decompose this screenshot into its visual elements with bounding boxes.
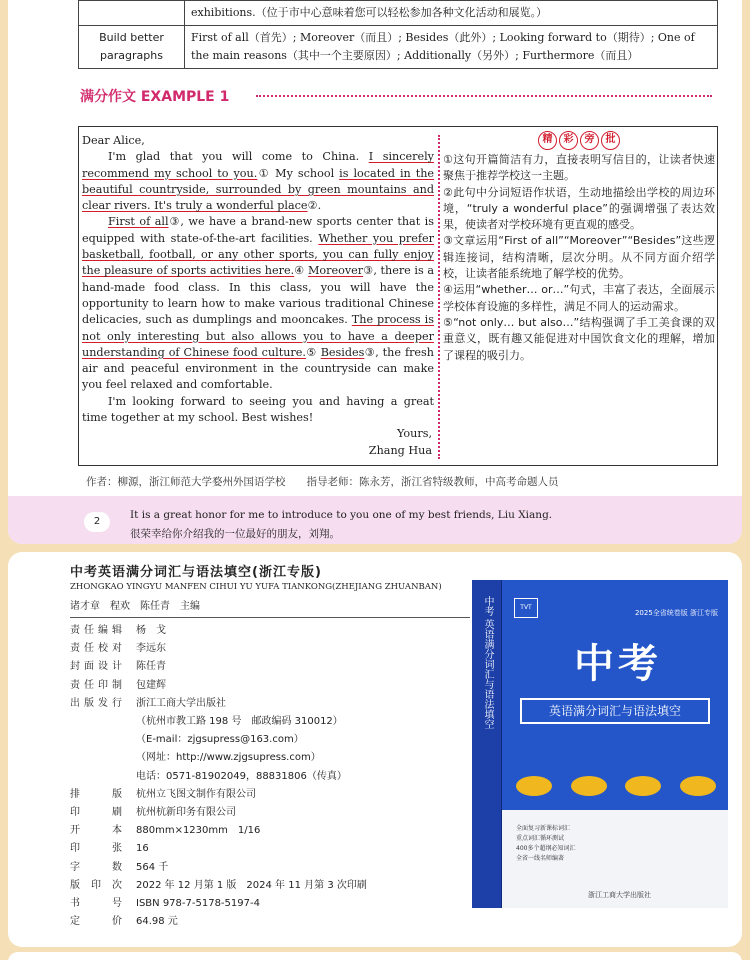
- feature-pill-icon: [516, 776, 552, 796]
- cip-label: 书号: [70, 898, 122, 910]
- cip-row: [70, 786, 367, 804]
- cip-value: 杭州立飞图文制作有限公司: [136, 788, 256, 800]
- cip-value: （杭州市教工路 198 号 邮政编码 310012）: [136, 716, 343, 728]
- cip-row: [70, 695, 367, 713]
- stamp-char: 旁: [580, 131, 599, 150]
- phrase-table: [78, 0, 718, 69]
- cip-label: 字数: [70, 861, 122, 873]
- cip-value: 2022 年 12 月第 1 版 2024 年 11 月第 3 次印刷: [136, 879, 367, 891]
- feature-pill-icon: [625, 776, 661, 796]
- book-title: 中考英语满分词汇与语法填空(浙江专版): [70, 565, 322, 580]
- paragraph-1: [82, 149, 434, 214]
- book-pinyin: ZHONGKAO YINGYU MANFEN CIHUI YU YUFA TIANKONG(ZHEJIANG ZHUANBAN): [70, 582, 442, 592]
- cover-front: [502, 580, 728, 908]
- annotation-column: [443, 131, 715, 364]
- underlined-sentence: The process is not only interesting but also allows you to have a deeper understanding of Chinese food culture.: [82, 313, 434, 359]
- cip-row: [70, 877, 367, 895]
- cover-bullets: [516, 824, 575, 864]
- title-dotted-rule: [256, 95, 712, 97]
- cover-publisher: 浙江工商大学出版社: [588, 891, 651, 899]
- note-marker: ③: [364, 345, 376, 359]
- cip-value: ISBN 978-7-5178-5197-4: [136, 898, 260, 910]
- copyright-page: [8, 552, 742, 947]
- annotation-note: ⑤“not only… but also…”结构强调了手工美食课的双重意义，既有趣又能促进对中国饮食文化的理解，增加了课程的吸引力。: [443, 315, 715, 362]
- brand-logo: TVT: [514, 598, 538, 618]
- cip-row: [70, 731, 367, 749]
- cover-bullet: 全面复习新课标词汇: [516, 825, 571, 832]
- annotation-note: ②此句中分词短语作状语，生动地描绘出学校的周边环境，“truly a wonderful place”的强调增强了表达效果，使读者对学校环境有更直观的感受。: [443, 185, 715, 232]
- table-label-cell: Build better paragraphs: [79, 26, 185, 69]
- column-divider: [438, 135, 440, 459]
- cip-value: 包建辉: [136, 679, 166, 691]
- cip-row: [70, 895, 367, 913]
- feature-pill-icon: [680, 776, 716, 796]
- cip-label: [70, 768, 130, 786]
- stamp-char: 精: [538, 131, 557, 150]
- annotation-note: ①这句开篇简洁有力，直接表明写信目的，让读者快速聚焦于推荐学校这一主题。: [443, 153, 715, 183]
- table-content-cell: exhibitions.（位于市中心意味着您可以轻松参加各种文化活动和展览。）: [185, 1, 718, 26]
- page-badge: 2: [84, 512, 110, 532]
- annotation-stamp: [443, 131, 715, 150]
- greeting: Dear Alice,: [82, 134, 145, 147]
- cip-row: [70, 640, 367, 658]
- sentence: , we have a brand-new sports center that is equipped with state-of-the-art facilities.: [82, 215, 434, 245]
- paragraph-3: I'm looking forward to seeing you and having a great time together at my school. Best wishes!: [82, 394, 434, 425]
- cip-label: 排版: [70, 788, 122, 800]
- table-content-cell: First of all（首先）; Moreover（而且）; Besides（此外）; Looking forward to（期待）; One of the main reasons（其中一个主要原因）; Additionally（另外）; Furthermore（而且）: [185, 26, 718, 69]
- cip-row: [70, 804, 367, 822]
- cover-bullet: 全省一线名师编著: [516, 855, 565, 862]
- cip-label: 责任校对: [70, 643, 122, 655]
- cip-value: 杭州杭新印务有限公司: [136, 807, 236, 819]
- example-title: 满分作文 EXAMPLE 1: [80, 89, 230, 105]
- cip-label: 封面设计: [70, 661, 122, 673]
- cip-value: 64.98 元: [136, 916, 178, 928]
- cip-row: [70, 822, 367, 840]
- example-sentence-zh: 很荣幸给你介绍我的一位最好的朋友，刘翔。: [130, 528, 340, 540]
- underlined-phrase: Besides: [320, 345, 365, 359]
- cover-edition: 2025全省统卷版 浙江专版: [634, 609, 718, 617]
- underlined-sentence: is located in the beautiful countryside, surrounded by green mountains and clear rivers. It's truly a wonderful place: [82, 166, 435, 213]
- cover-subtitle: 英语满分词汇与语法填空: [520, 698, 710, 724]
- sentence: My school: [275, 166, 335, 180]
- cip-label: 出版发行: [70, 697, 122, 709]
- signature: Zhang Hua: [368, 443, 432, 457]
- cip-row: [70, 622, 367, 640]
- letter-text: [82, 133, 434, 459]
- example-sentence-en: It is a great honor for me to introduce to you one of my best friends, Liu Xiang.: [130, 509, 553, 521]
- cover-bullet: 重点词汇循环测试: [516, 835, 565, 842]
- spine-text: 中考 英语满分词汇与语法填空: [482, 596, 493, 730]
- cip-value: （网址：http://www.zjgsupress.com）: [136, 752, 321, 764]
- book-spine: [472, 580, 502, 908]
- cip-row: [70, 677, 367, 695]
- cip-value: （E-mail：zjgsupress@163.com）: [136, 734, 304, 746]
- cip-label: 责任编辑: [70, 625, 122, 636]
- cip-row: [70, 749, 367, 767]
- sentence: , the fresh air and peaceful environment in the countryside can make you feel relaxed and comfortable.: [82, 345, 434, 392]
- essay-page: [8, 0, 742, 544]
- cover-panel: [502, 810, 728, 908]
- table-row: [79, 26, 718, 69]
- cip-row: [70, 713, 367, 731]
- cip-row: [70, 768, 367, 786]
- cover-feature-pills: [516, 776, 716, 796]
- cip-label: 版印次: [70, 879, 122, 891]
- feature-pill-icon: [571, 776, 607, 796]
- underlined-phrase: Moreover: [307, 264, 364, 278]
- annotation-note: ③文章运用“First of all”“Moreover”“Besides”这些逻辑连接词，结构清晰，层次分明。从不同方面介绍学校，让读者能系统地了解学校的优势。: [443, 234, 715, 281]
- next-page-edge: [8, 952, 742, 960]
- note-marker: ①: [257, 166, 271, 180]
- note-marker: ②.: [307, 199, 322, 213]
- cip-value: 电话：0571-81902049，88831806（传真）: [136, 770, 347, 782]
- cip-row: [70, 840, 367, 858]
- cip-label: [70, 731, 130, 749]
- stamp-char: 批: [601, 131, 620, 150]
- sentence: I'm glad that you will come to China.: [108, 150, 360, 164]
- note-marker: ⑤: [305, 345, 317, 359]
- cip-value: 16: [136, 843, 149, 855]
- paragraph-2: [82, 214, 434, 393]
- note-marker: ③: [363, 264, 374, 278]
- cip-value: 564 千: [136, 861, 169, 873]
- book-cover: [472, 580, 734, 916]
- cover-big-title: 中考: [574, 641, 662, 687]
- cip-row: [70, 913, 367, 931]
- underlined-phrase: First of all: [108, 215, 169, 229]
- annotation-note: ④运用“whether… or…”句式，丰富了表达，全面展示学校体育设施的多样性，满足不同人的运动需求。: [443, 283, 715, 313]
- underlined-sentence: I sincerely recommend my school to you.: [82, 150, 434, 180]
- essay-box: [78, 126, 718, 466]
- note-marker: ④: [294, 264, 305, 278]
- cip-label: 开本: [70, 825, 122, 837]
- closing: Yours,: [397, 427, 432, 441]
- author-line: 作者：柳源，浙江师范大学婺州外国语学校 指导老师：陈永芳，浙江省特级教师，中高考命题人员: [86, 476, 559, 488]
- cip-value: 陈任青: [136, 661, 166, 673]
- cip-label: 定价: [70, 916, 122, 928]
- table-row: [79, 1, 718, 26]
- sentence: , there is a hand-made food class. In this class, you will have the opportunity to learn how to make various traditional Chinese delicacies, such as dumplings and mooncakes.: [82, 264, 435, 327]
- cip-label: 印刷: [70, 807, 122, 819]
- underlined-sentence: Whether you prefer basketball, football, or any other sports, you can fully enjoy the pleasure of sports activities here.: [82, 231, 434, 278]
- cover-bullet: 400多个超纲必知词汇: [516, 845, 576, 852]
- cip-label: [70, 749, 130, 767]
- cip-value: 880mm×1230mm 1/16: [136, 825, 261, 837]
- cip-info: [70, 622, 367, 931]
- cip-row: [70, 859, 367, 877]
- title-rule: [70, 617, 470, 618]
- table-label-cell: [79, 1, 185, 26]
- cip-value: 李远东: [136, 643, 166, 655]
- cip-label: 责任印制: [70, 679, 122, 691]
- cip-value: 杨 戈: [136, 625, 166, 636]
- note-marker: ③: [168, 215, 181, 229]
- cip-value: 浙江工商大学出版社: [136, 697, 226, 709]
- cip-label: [70, 713, 130, 731]
- cip-label: 印张: [70, 843, 122, 855]
- book-editors: 诸才章 程欢 陈任青 主编: [70, 601, 200, 612]
- cip-row: [70, 658, 367, 676]
- stamp-char: 彩: [559, 131, 578, 150]
